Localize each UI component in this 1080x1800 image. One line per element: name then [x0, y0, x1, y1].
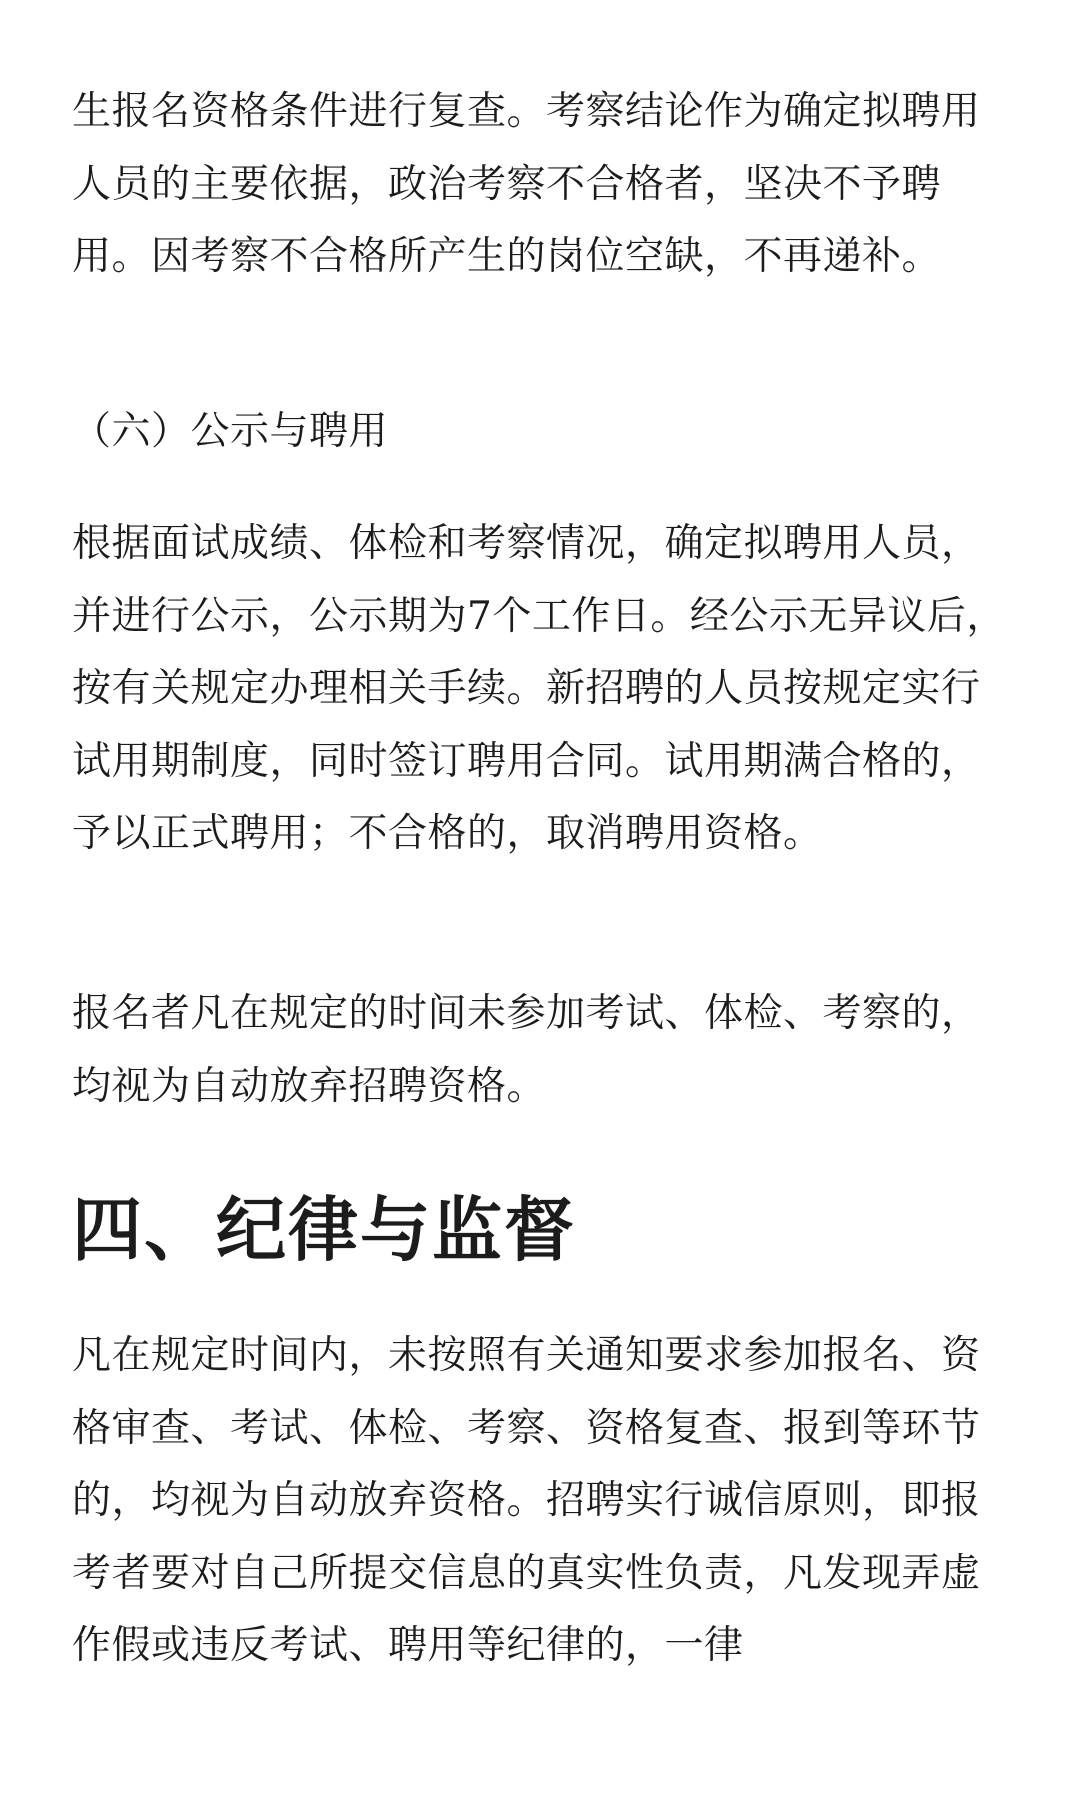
discipline-paragraph: 凡在规定时间内，未按照有关通知要求参加报名、资格审查、考试、体检、考察、资格复查、报到等环节的，均视为自动放弃资格。招聘实行诚信原则，即报考者要对自己所提交信息的真实性负责，凡发现弄虚作假或违反考试、聘用等纪律的，一律 [72, 1333, 981, 1668]
section-heading-discipline: 四、纪律与监督 [72, 1188, 576, 1271]
intro-paragraph: 生报名资格条件进行复查。考察结论作为确定拟聘用人员的主要依据，政治考察不合格者，坚决不予聘用。因考察不合格所产生的岗位空缺，不再递补。 [72, 89, 981, 279]
subheading-publicity-employment: （六）公示与聘用 [72, 409, 389, 454]
absent-paragraph: 报名者凡在规定的时间未参加考试、体检、考察的，均视为自动放弃招聘资格。 [72, 991, 981, 1109]
publicity-paragraph: 根据面试成绩、体检和考察情况，确定拟聘用人员，并进行公示，公示期为7个工作日。经公示无异议后，按有关规定办理相关手续。新招聘的人员按规定实行试用期制度，同时签订聘用合同。试用期满合格的，予以正式聘用；不合格的，取消聘用资格。 [72, 521, 1006, 856]
